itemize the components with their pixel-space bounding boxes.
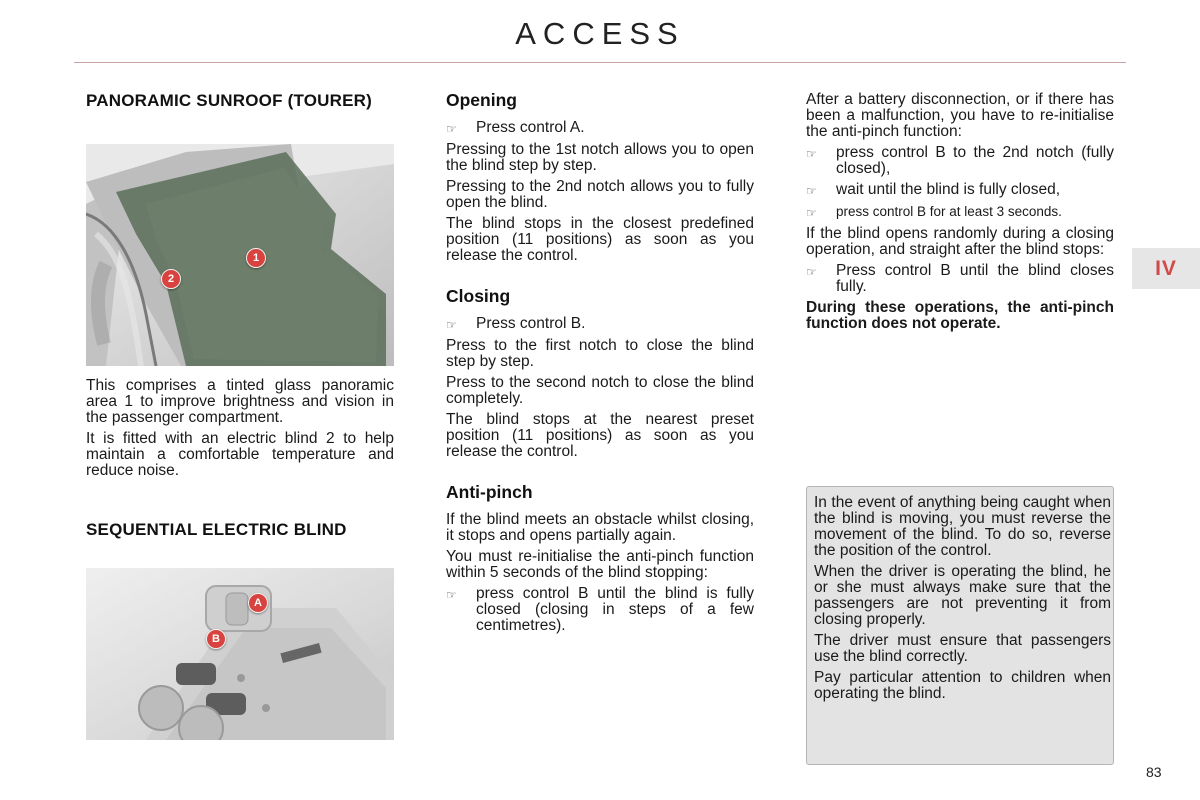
bullet-text: press control B for at least 3 seconds. [836,204,1062,219]
paragraph: Pressing to the 1st notch allows you to open the blind step by step. [446,141,754,174]
warning-content [814,495,1111,707]
bullet-item [446,316,754,333]
controls-image [86,568,394,740]
paragraph: If the blind meets an obstacle whilst closing, it stops and opens partially again. [446,511,754,544]
paragraph: Pressing to the 2nd notch allows you to fully open the blind. [446,178,754,211]
sunroof-image [86,144,394,366]
paragraph: The driver must ensure that passengers use the blind correctly. [814,632,1111,665]
paragraph: Press to the second notch to close the blind completely. [446,374,754,407]
chapter-tab[interactable]: IV [1132,248,1200,289]
paragraph: It is fitted with an electric blind 2 to help maintain a comfortable temperature and reduce noise. [86,430,394,479]
paragraph: Pay particular attention to children when operating the blind. [814,669,1111,702]
sunroof-illustration [86,144,394,366]
page-title: ACCESS [515,16,685,51]
paragraph: The blind stops at the nearest preset position (11 positions) as soon as you release the control. [446,411,754,460]
pointing-hand-icon: ☞ [806,265,817,279]
paragraph: You must re-initialise the anti-pinch function within 5 seconds of the blind stopping: [446,548,754,581]
bullet-item [806,145,1114,177]
paragraph: The blind stops in the closest predefined position (11 positions) as soon as you release the control. [446,215,754,264]
sequential-heading-wrap [86,521,394,539]
bullet-item [806,182,1114,199]
bullet-text: wait until the blind is fully closed, [836,181,1061,198]
bullet-text: press control B until the blind is fully closed (closing in steps of a few centimetres). [476,585,754,634]
pointing-hand-icon: ☞ [446,588,457,602]
page-number: 83 [1146,764,1162,780]
bullet-item [806,204,1114,221]
pointing-hand-icon: ☞ [446,122,457,136]
bullet-text: Press control B until the blind closes fully. [836,262,1114,295]
warning-paragraph: During these operations, the anti-pinch function does not operate. [806,299,1114,332]
sunroof-description [86,378,394,484]
pointing-hand-icon: ☞ [806,184,817,198]
column-right [806,92,1114,337]
paragraph: After a battery disconnection, or if there has been a malfunction, you have to re-initialise the anti-pinch function: [806,91,1114,140]
pointing-hand-icon: ☞ [806,206,817,220]
heading-closing: Closing [446,286,511,306]
bullet-item [446,120,754,137]
heading-anti-pinch: Anti-pinch [446,482,533,502]
roof-console-illustration [86,568,394,740]
section-heading-sequential-blind: SEQUENTIAL ELECTRIC BLIND [86,520,347,539]
marker-1: 1 [246,248,266,268]
paragraph: In the event of anything being caught when the blind is moving, you must reverse the movement of the blind. To do so, reverse the position of the control. [814,494,1111,559]
section-heading-panoramic-sunroof: PANORAMIC SUNROOF (TOURER) [86,91,373,110]
warning-box [806,486,1114,765]
paragraph: If the blind opens randomly during a closing operation, and straight after the blind stops: [806,225,1114,258]
pointing-hand-icon: ☞ [806,147,817,161]
header-divider [74,62,1126,63]
marker-A: A [248,593,268,613]
bullet-text: Press control A. [476,119,585,136]
paragraph: This comprises a tinted glass panoramic area 1 to improve brightness and vision in the passenger compartment. [86,377,394,426]
column-middle [446,92,754,639]
paragraph: Press to the first notch to close the blind step by step. [446,337,754,370]
bullet-text: Press control B. [476,315,586,332]
marker-B: B [206,629,226,649]
pointing-hand-icon: ☞ [446,318,457,332]
bullet-text: press control B to the 2nd notch (fully closed), [836,144,1114,177]
bullet-item [806,263,1114,295]
heading-opening: Opening [446,90,517,110]
column-left [86,92,394,110]
paragraph: When the driver is operating the blind, he or she must always make sure that the passengers are not preventing it from closing properly. [814,563,1111,628]
marker-2: 2 [161,269,181,289]
bullet-item [446,586,754,634]
